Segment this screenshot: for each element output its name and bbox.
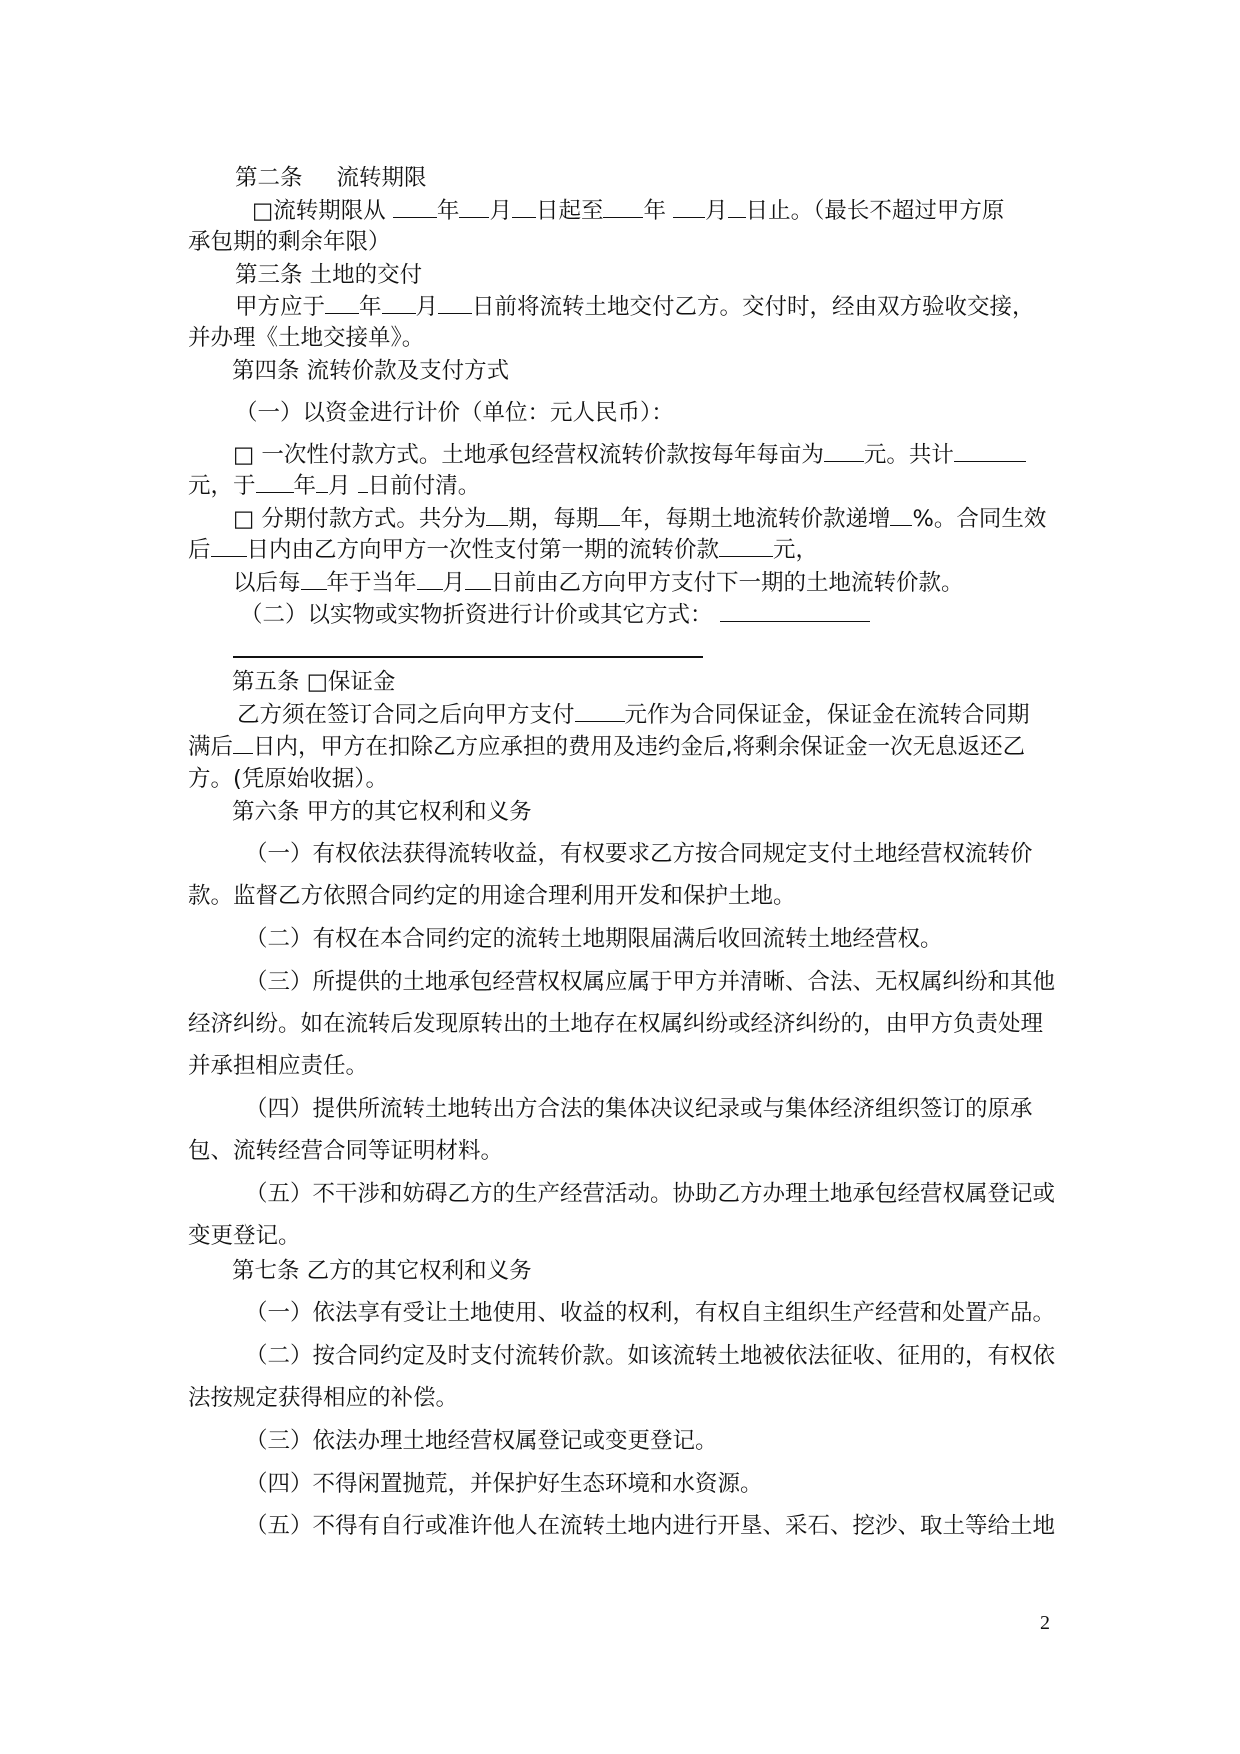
article-2-number: 第二条 [235, 165, 303, 191]
article-2-line-2: 承包期的剩余年限） [188, 229, 391, 255]
article-6-item-3c: 并承担相应责任。 [188, 1053, 369, 1079]
article-2-line-1: □流转期限从 年 月 日起至 年 月 日止。（最长不超过甲方原 [252, 198, 1005, 224]
article-6-item-4b: 包、流转经营合同等证明材料。 [188, 1138, 504, 1164]
article-6-item-1a: （一）有权依法获得流转收益，有权要求乙方按合同规定支付土地经营权流转价 [245, 841, 1033, 867]
article-7-item-2a: （二）按合同约定及时支付流转价款。如该流转土地被依法征收、征用的，有权依 [245, 1343, 1056, 1369]
article-6-item-5b: 变更登记。 [188, 1223, 301, 1249]
article-4-line-1: □ 一次性付款方式。土地承包经营权流转价款按每年每亩为 元。共计 [233, 440, 1103, 470]
blank-field [382, 293, 416, 314]
article-5-line-2: 满后 日内，甲方在扣除乙方应承担的费用及违约金后,将剩余保证金一次无息返还乙 [188, 734, 1026, 760]
article-4-heading: 第四条 流转价款及支付方式 [232, 358, 510, 384]
article-4-line-2: 元，于 年 月 日前付清。 [188, 473, 481, 499]
blank-field [358, 472, 368, 493]
blank-field [512, 197, 536, 218]
article-7-item-1: （一）依法享有受让土地使用、收益的权利，有权自主组织生产经营和处置产品。 [245, 1300, 1056, 1326]
article-5-line-1: 乙方须在签订合同之后向甲方支付 元作为合同保证金，保证金在流转合同期 [237, 702, 1030, 728]
blank-field [954, 441, 1026, 462]
article-4-line-4: 后 日内由乙方向甲方一次性支付第一期的流转价款 元， [188, 537, 819, 563]
blank-field [486, 505, 508, 526]
blank-field [393, 197, 437, 218]
article-7-heading: 第七条 乙方的其它权利和义务 [232, 1258, 532, 1284]
blank-field [603, 197, 643, 218]
blank-field [211, 536, 247, 557]
article-5-heading: 第五条 □保证金 [232, 669, 396, 695]
blank-field [301, 569, 327, 590]
article-4-sub-1: （一）以资金进行计价（单位：元人民币）： [235, 400, 674, 426]
article-4-line-5: 以后每 年于当年 月 日前由乙方向甲方支付下一期的土地流转价款。 [233, 570, 964, 596]
blank-field [890, 505, 912, 526]
article-6-item-3a: （三）所提供的土地承包经营权权属应属于甲方并清晰、合法、无权属纠纷和其他 [245, 969, 1056, 995]
article-2-heading [235, 163, 1105, 193]
article-3-line-2: 并办理《土地交接单》。 [188, 325, 425, 351]
blank-field [728, 197, 746, 218]
blank-field [465, 569, 491, 590]
blank-field [598, 505, 620, 526]
article-7-item-4: （四）不得闲置抛荒，并保护好生态环境和水资源。 [245, 1471, 763, 1497]
blank-field [673, 197, 705, 218]
article-6-item-2: （二）有权在本合同约定的流转土地期限届满后收回流转土地经营权。 [245, 926, 943, 952]
blank-field [459, 197, 489, 218]
blank-field [824, 441, 864, 462]
article-3-line-1: 甲方应于 年 月 日前将流转土地交付乙方。交付时，经由双方验收交接， [235, 294, 1035, 320]
article-7-item-2b: 法按规定获得相应的补偿。 [188, 1385, 459, 1411]
article-6-item-3b: 经济纠纷。如在流转后发现原转出的土地存在权属纠纷或经济纠纷的，由甲方负责处理 [188, 1011, 1044, 1037]
blank-field [233, 733, 253, 754]
article-2-title: 流转期限 [336, 165, 427, 191]
blank-field [325, 293, 359, 314]
article-5-line-3: 方。(凭原始收据）。 [188, 766, 389, 792]
article-6-item-5a: （五）不干涉和妨碍乙方的生产经营活动。协助乙方办理土地承包经营权属登记或 [245, 1181, 1056, 1207]
article-7-item-3: （三）依法办理土地经营权属登记或变更登记。 [245, 1428, 718, 1454]
page-number: 2 [1040, 1612, 1050, 1634]
blank-field [720, 601, 870, 622]
article-7-item-5: （五）不得有自行或准许他人在流转土地内进行开垦、采石、挖沙、取土等给土地 [245, 1513, 1056, 1539]
blank-field [438, 293, 472, 314]
article-4-sub-2: （二）以实物或实物折资进行计价或其它方式： [240, 600, 1110, 630]
blank-field [417, 569, 443, 590]
article-6-item-1b: 款。监督乙方依照合同约定的用途合理利用开发和保护土地。 [188, 883, 796, 909]
blank-field [719, 536, 773, 557]
article-3-heading: 第三条 土地的交付 [235, 262, 423, 288]
article-6-item-4a: （四）提供所流转土地转出方合法的集体决议纪录或与集体经济组织签订的原承 [245, 1096, 1033, 1122]
article-6-heading: 第六条 甲方的其它权利和义务 [232, 799, 532, 825]
article-4-line-3: □ 分期付款方式。共分为 期，每期 年，每期土地流转价款递增 %。合同生效 [233, 506, 1047, 532]
blank-field [256, 472, 294, 493]
blank-line-long [233, 656, 703, 658]
blank-field [316, 472, 328, 493]
blank-field [575, 701, 625, 722]
